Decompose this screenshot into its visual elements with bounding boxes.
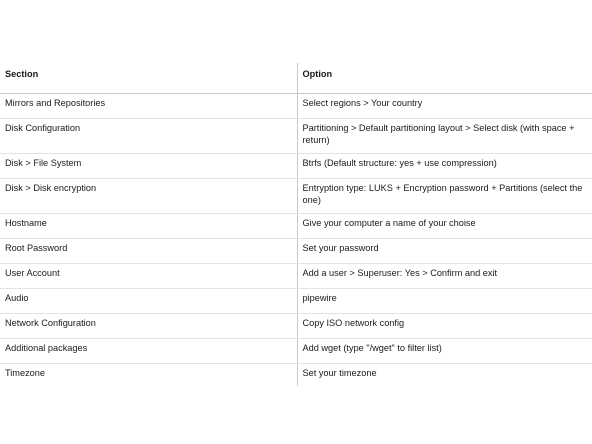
section-cell: Mirrors and Repositories — [0, 94, 297, 119]
section-cell: Hostname — [0, 214, 297, 239]
header-option: Option — [297, 63, 592, 94]
config-table — [0, 63, 592, 386]
option-cell: Select regions > Your country — [297, 94, 592, 119]
option-cell: Entryption type: LUKS + Encryption password + Partitions (select the one) — [297, 179, 592, 214]
option-cell: Copy ISO network config — [297, 314, 592, 339]
table-row — [0, 214, 592, 239]
table-row — [0, 94, 592, 119]
section-cell: Root Password — [0, 239, 297, 264]
section-cell: Additional packages — [0, 339, 297, 364]
option-cell: Give your computer a name of your choise — [297, 214, 592, 239]
section-cell: Disk Configuration — [0, 119, 297, 154]
option-cell: pipewire — [297, 289, 592, 314]
header-section: Section — [0, 63, 297, 94]
option-cell: Add wget (type "/wget" to filter list) — [297, 339, 592, 364]
section-cell: Disk > File System — [0, 154, 297, 179]
table-row — [0, 154, 592, 179]
table-row — [0, 314, 592, 339]
table-row — [0, 339, 592, 364]
table-row — [0, 239, 592, 264]
table-row — [0, 264, 592, 289]
table-row — [0, 289, 592, 314]
option-cell: Partitioning > Default partitioning layout > Select disk (with space + return) — [297, 119, 592, 154]
option-cell: Set your password — [297, 239, 592, 264]
section-cell: Timezone — [5, 368, 45, 378]
table-row — [0, 119, 592, 154]
table-row — [0, 364, 592, 387]
section-cell: User Account — [0, 264, 297, 289]
section-cell: Disk > Disk encryption — [0, 179, 297, 214]
section-cell: Network Configuration — [0, 314, 297, 339]
table-row — [0, 179, 592, 214]
table-header-row — [0, 63, 592, 94]
section-cell: Audio — [0, 289, 297, 314]
option-cell: Add a user > Superuser: Yes > Confirm and exit — [297, 264, 592, 289]
option-cell: Set your timezone — [297, 364, 592, 387]
option-cell: Btrfs (Default structure: yes + use compression) — [297, 154, 592, 179]
